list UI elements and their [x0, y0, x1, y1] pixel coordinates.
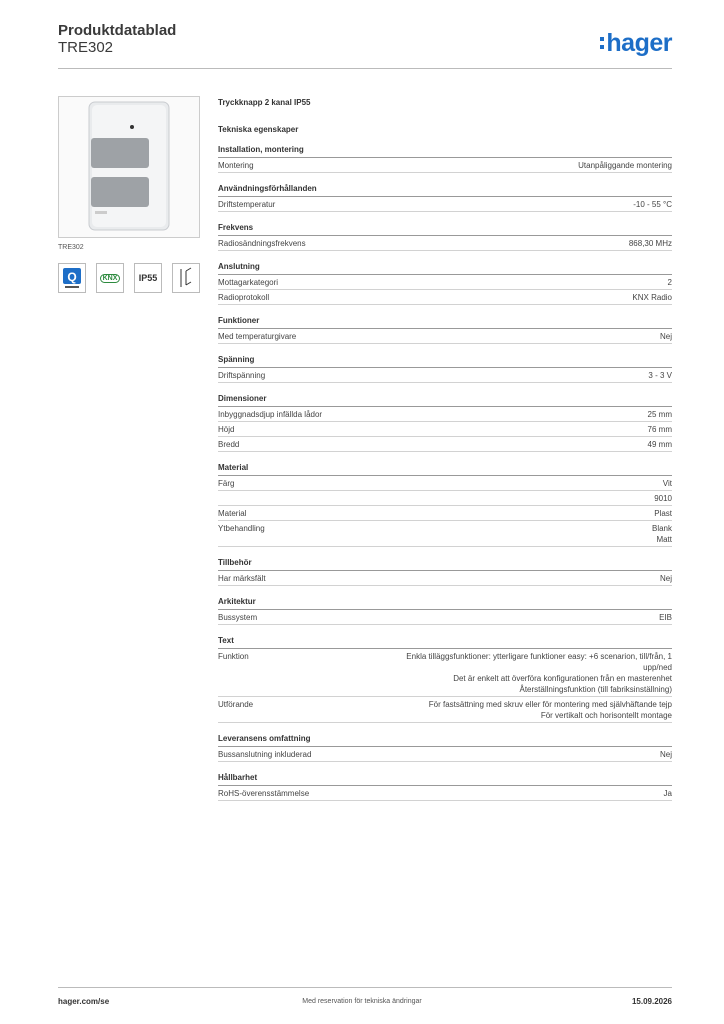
tech-specs-heading: Tekniska egenskaper [218, 125, 299, 134]
ip-rating-label: IP55 [138, 273, 158, 283]
logo-dots-icon [600, 37, 604, 49]
spec-key: Ytbehandling [218, 524, 265, 533]
spec-key: Bussystem [218, 613, 258, 622]
spec-key: Med temperaturgivare [218, 332, 297, 341]
section-heading: Arkitektur [218, 595, 672, 610]
footer-date: 15.09.2026 [631, 997, 672, 1006]
section-heading: Dimensioner [218, 392, 672, 407]
spec-key: Utförande [218, 700, 254, 709]
spec-value [276, 573, 672, 584]
spec-value-line: Enkla tilläggsfunktioner: ytterligare funktioner easy: +6 scenarion, till/från, 1 [406, 652, 672, 661]
spec-key: Bussanslutning inkluderad [218, 750, 312, 759]
knx-logo-icon [96, 263, 124, 293]
footer-divider [58, 987, 672, 988]
spec-key [218, 493, 228, 504]
spec-key: Bredd [218, 440, 240, 449]
section-heading: Hållbarhet [218, 771, 672, 786]
spec-value [321, 749, 672, 760]
spec-row [218, 521, 672, 547]
technical-specifications [218, 96, 672, 801]
spec-value-line: 2 [667, 278, 672, 287]
footer-disclaimer: Med reservation för tekniska ändringar [302, 998, 422, 1005]
spec-value-line: Plast [654, 509, 672, 518]
push-button-device-icon [59, 97, 199, 237]
spec-value-line: 49 mm [647, 440, 672, 449]
spec-value [249, 439, 672, 450]
spec-value-line: 9010 [654, 494, 672, 503]
spec-value [288, 277, 672, 288]
spec-row [218, 506, 672, 521]
spec-value [275, 370, 672, 381]
hager-logo [600, 28, 672, 58]
spec-value-line: Vit [662, 479, 672, 488]
spec-value-line: 76 mm [647, 425, 672, 434]
spec-value [244, 424, 672, 435]
quality-mark-icon [58, 263, 86, 293]
spec-value [267, 612, 672, 623]
spec-row [218, 290, 672, 305]
spec-value [259, 651, 672, 695]
spec-row [218, 649, 672, 697]
spec-key: Driftstemperatur [218, 200, 276, 209]
spec-row [218, 368, 672, 383]
spec-value [319, 788, 672, 799]
spec-value-line: Matt [656, 535, 672, 544]
spec-value-line: EIB [659, 613, 672, 622]
spec-value-line: För vertikalt och horisontellt montage [540, 711, 672, 720]
header-divider [58, 68, 672, 69]
certification-badges [58, 263, 200, 293]
section-heading: Användningsförhållanden [218, 182, 672, 197]
spec-key: Radiosändningsfrekvens [218, 239, 306, 248]
spec-value [306, 331, 672, 342]
spec-value [263, 699, 672, 721]
section-heading: Spänning [218, 353, 672, 368]
section-heading: Frekvens [218, 221, 672, 236]
ip-rating-icon [134, 263, 162, 293]
logo-wordmark: hager [606, 28, 672, 57]
spec-value-line: Nej [659, 574, 672, 583]
product-description: Tryckknapp 2 kanal IP55 [218, 98, 311, 107]
spec-row [218, 407, 672, 422]
svg-text:Q: Q [67, 270, 77, 284]
image-caption: TRE302 [58, 244, 84, 251]
spec-value [244, 478, 672, 489]
spec-value-line: 3 - 3 V [648, 371, 672, 380]
product-code: TRE302 [58, 39, 114, 56]
footer-website: hager.com/se [58, 997, 110, 1006]
spec-key: Montering [218, 161, 254, 170]
product-image [58, 96, 200, 238]
spec-value-line: För fastsättning med skruv eller för montering med självhäftande tejp [428, 700, 672, 709]
section-heading: Text [218, 634, 672, 649]
spec-key: Har märksfält [218, 574, 266, 583]
spec-row [218, 275, 672, 290]
spec-value-line: 25 mm [647, 410, 672, 419]
spec-value-line: Återställningsfunktion (till fabriksinställning) [519, 685, 672, 694]
spec-value [264, 160, 672, 171]
spec-row [218, 747, 672, 762]
spec-row [218, 437, 672, 452]
section-heading: Leveransens omfattning [218, 732, 672, 747]
spec-value-line: Blank [651, 524, 672, 533]
spec-value [332, 409, 672, 420]
spec-row [218, 786, 672, 801]
section-heading: Installation, montering [218, 143, 672, 158]
spec-value-line: Det är enkelt att överföra konfigurationen från en masterenhet [453, 674, 672, 683]
spec-value-line: Utanpåliggande montering [578, 161, 672, 170]
spec-row [218, 491, 672, 506]
spec-row [218, 329, 672, 344]
spec-row [218, 236, 672, 251]
spec-row [218, 197, 672, 212]
spec-row [218, 476, 672, 491]
section-heading: Material [218, 461, 672, 476]
spec-value-line: Nej [659, 332, 672, 341]
spec-value [228, 493, 672, 504]
spec-value-line: Nej [659, 750, 672, 759]
spec-row [218, 697, 672, 723]
spec-row [218, 610, 672, 625]
section-heading: Tillbehör [218, 556, 672, 571]
spec-value-line: KNX Radio [632, 293, 672, 302]
section-heading: Anslutning [218, 260, 672, 275]
spec-key: Inbyggnadsdjup infällda lådor [218, 410, 323, 419]
spec-row [218, 422, 672, 437]
spec-key: RoHS-överensstämmelse [218, 789, 310, 798]
spec-key: Höjd [218, 425, 235, 434]
spec-value-line: -10 - 55 °C [633, 200, 672, 209]
spec-value [275, 523, 672, 545]
spec-key: Radioprotokoll [218, 293, 270, 302]
spec-key: Material [218, 509, 247, 518]
spec-value [256, 508, 672, 519]
page-title: Produktdatablad [58, 22, 177, 39]
spec-value [316, 238, 672, 249]
section-heading: Funktioner [218, 314, 672, 329]
spec-value-line: Ja [663, 789, 672, 798]
spec-row [218, 158, 672, 173]
dimension-drawing-icon [172, 263, 200, 293]
spec-value-line: 868,30 MHz [628, 239, 672, 248]
spec-value [285, 199, 672, 210]
spec-value-line: upp/ned [643, 663, 672, 672]
spec-key: Mottagarkategori [218, 278, 279, 287]
spec-key: Färg [218, 479, 235, 488]
spec-key: Funktion [218, 652, 249, 661]
knx-badge-label: KNX [100, 274, 121, 283]
spec-row [218, 571, 672, 586]
spec-value [279, 292, 672, 303]
spec-key: Driftspänning [218, 371, 266, 380]
